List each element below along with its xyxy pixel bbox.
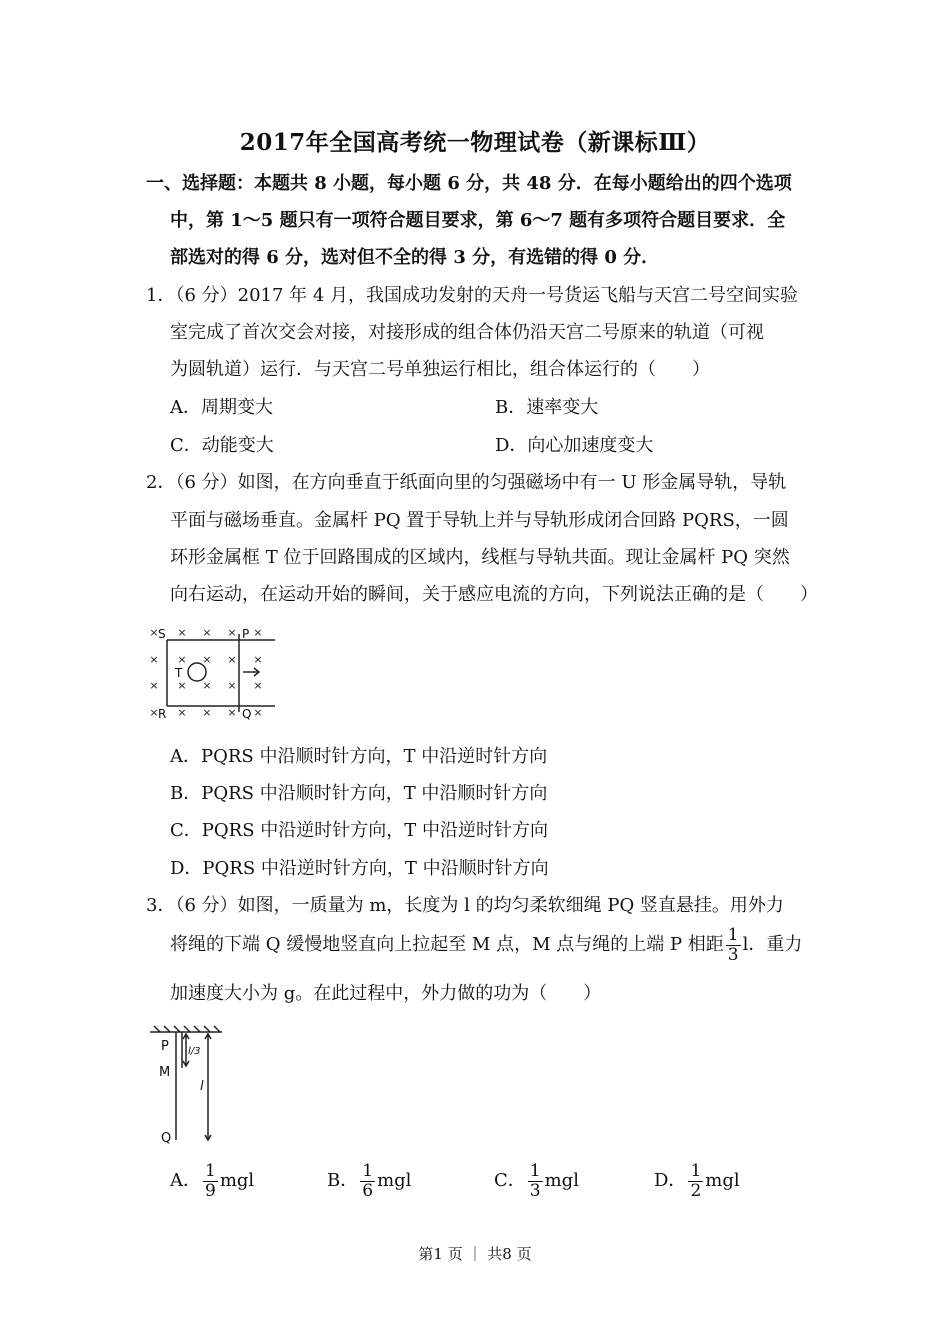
q3-fraction-den: 3 [727,944,739,965]
label-p: P [161,1039,169,1054]
q3-option-c: C． $\frac{1}{3}$ mgl [494,1160,579,1201]
svg-text:×: × [149,679,159,692]
label-q: Q [242,707,252,721]
label-p: P [242,627,250,641]
section-line-2: 中，第 1～5 题只有一项符合题目要求，第 6～7 题有多项符合题目要求．全 [170,210,786,231]
label-l: l [200,1079,204,1094]
q2-option-c: C．PQRS 中沿逆时针方向，T 中沿逆时针方向 [170,820,548,841]
svg-text:×: × [149,626,159,639]
svg-text:×: × [149,653,159,666]
q3-rope-figure [148,1024,228,1148]
q2-option-d: D．PQRS 中沿逆时针方向，T 中沿顺时针方向 [170,858,549,879]
q2-line-4: 向右运动，在运动开始的瞬间，关于感应电流的方向，下列说法正确的是（ ） [170,584,818,605]
q1-option-a: A．周期变大 [170,397,273,418]
q2-circuit-figure [145,620,285,726]
svg-text:×: × [149,706,159,719]
svg-text:×: × [227,706,237,719]
q3-line-3: 加速度大小为 g。在此过程中，外力做的功为（ ） [170,983,602,1004]
svg-text:×: × [202,653,212,666]
q3-option-a: A． $\frac{1}{9}$ mgl [170,1160,255,1201]
q1-option-b: B．速率变大 [495,397,599,418]
svg-text:×: × [177,706,187,719]
q3-line-1: 3．（6 分）如图，一质量为 m，长度为 l 的均匀柔软细绳 PQ 竖直悬挂。用外力 [146,895,784,916]
q3-fraction [726,924,741,965]
section-line-3: 部选对的得 6 分，选对但不全的得 3 分，有选错的得 0 分． [170,247,660,268]
svg-text:×: × [253,653,263,666]
svg-text:×: × [227,626,237,639]
svg-text:×: × [227,653,237,666]
q2-option-b: B．PQRS 中沿顺时针方向，T 中沿顺时针方向 [170,783,548,804]
q3-fraction-num: 1 [727,924,739,945]
q1-line-2: 室完成了首次交会对接，对接形成的组合体仍沿天宫二号原来的轨道（可视 [170,322,764,343]
label-t: T [175,666,183,680]
label-r: R [158,707,167,721]
svg-text:×: × [202,626,212,639]
page-footer: 第1 页 ｜ 共8 页 [418,1245,532,1263]
svg-text:×: × [177,653,187,666]
q1-line-1: 1．（6 分）2017 年 4 月，我国成功发射的天舟一号货运飞船与天宫二号空间实验 [146,285,799,306]
q3-line-2-text: 将绳的下端 Q 缓慢地竖直向上拉起至 M 点，M 点与绳的上端 P 相距 [170,934,724,955]
svg-text:×: × [253,706,263,719]
label-m: M [159,1065,171,1080]
section-line-1: 一、选择题：本题共 8 小题，每小题 6 分，共 48 分．在每小题给出的四个选项 [146,173,792,194]
svg-text:×: × [177,679,187,692]
q3-option-b: B． $\frac{1}{6}$ mgl [327,1160,412,1201]
svg-text:×: × [253,679,263,692]
svg-text:×: × [253,626,263,639]
page-title: 2017年全国高考统一物理试卷（新课标Ⅲ） [239,129,711,156]
q2-line-1: 2．（6 分）如图，在方向垂直于纸面向里的匀强磁场中有一 U 形金属导轨，导轨 [146,472,787,493]
q2-line-2: 平面与磁场垂直。金属杆 PQ 置于导轨上并与导轨形成闭合回路 PQRS，一圆 [170,510,789,531]
q3-option-d: D． $\frac{1}{2}$ mgl [654,1160,740,1201]
label-q: Q [161,1131,172,1146]
svg-text:×: × [202,706,212,719]
q2-line-3: 环形金属框 T 位于回路围成的区域内，线框与导轨共面。现让金属杆 PQ 突然 [170,547,790,568]
q1-option-d: D．向心加速度变大 [495,435,654,456]
svg-text:×: × [202,679,212,692]
q1-option-c: C．动能变大 [170,435,274,456]
q3-line-2-tail: l．重力 [742,934,803,955]
label-l3: l/3 [188,1046,201,1057]
svg-text:×: × [177,626,187,639]
q3-line-2 [170,926,802,964]
q1-line-3: 为圆轨道）运行．与天宫二号单独运行相比，组合体运行的（ ） [170,359,710,380]
svg-text:×: × [227,679,237,692]
label-s: S [158,627,166,641]
q2-option-a: A．PQRS 中沿顺时针方向，T 中沿逆时针方向 [170,746,548,767]
